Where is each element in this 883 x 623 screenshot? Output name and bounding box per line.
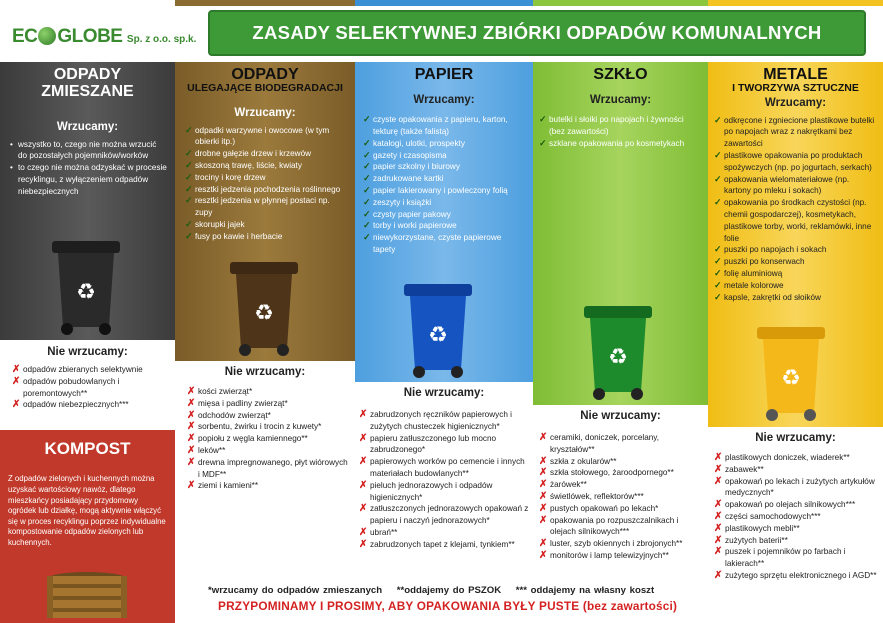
bin-paper-icon [402,280,474,380]
title-banner [208,10,866,56]
list-item: ✗ zabawek** [714,464,879,476]
list-item: ✓ czyste opakowania z papieru, karton, tekturę (także falistą) [363,114,525,138]
list-item: ✓ kapsle, zakrętki od słoików [714,292,877,304]
list-item: ✗ pieluch jednorazowych i odpadów higienicznych* [359,480,529,504]
list-item: ✗ leków** [187,445,349,457]
list-item: ✓ torby i worki papierowe [363,220,525,232]
list-item: ✓ plastikowe opakowania po produktach spożywczych (np. po jogurtach, serkach) [714,150,877,174]
list-item: ✓ szklane opakowania po kosmetykach [539,138,700,150]
list-item: ✗ zatłuszczonych jednorazowych opakowań z papieru i naczyń jednorazowych* [359,503,529,527]
bio-title-line1: ODPADY [231,66,299,83]
paper-yes-label: Wrzucamy: [413,94,475,107]
list-item: ✗ pustych opakowań po lekach* [539,503,704,515]
paper-no-list [359,409,529,551]
glass-yes-list [539,114,700,149]
kompost-title: KOMPOST [44,439,131,458]
list-item: ✗ kości zwierząt* [187,386,349,398]
list-item: ✓ opakowania wielomateriałowe (np. kartony po mleku i sokach) [714,174,877,198]
logo-text-pre: EC [12,26,38,47]
company-logo [12,26,196,48]
metal-yes-list [714,115,877,304]
list-item: ✓ papier szkolny i biurowy [363,161,525,173]
footnote-legend: *wrzucamy do odpadów zmieszanych **oddajemy do PSZOK *** oddajemy na własny koszt [208,585,655,596]
recycle-icon: ♻ [781,366,801,391]
metal-title [708,66,883,95]
bin-glass-icon [582,302,654,402]
list-item: ✗ puszek i pojemników po farbach i lakierach** [714,546,879,570]
list-item: ✓ metale kolorowe [714,280,877,292]
list-item: ✓ zeszyty i książki [363,197,525,209]
list-item: ✓ odpadki warzywne i owocowe (w tym obierki itp.) [185,125,345,149]
list-item: ✓ butelki i słoiki po napojach i żywności (bez zawartości) [539,114,700,138]
list-item: ✗ mięsa i padliny zwierząt* [187,398,349,410]
bio-no-list [187,386,349,492]
mixed-no-list [12,364,169,411]
list-item: ✗ luster, szyb okiennych i zbrojonych** [539,538,704,550]
bio-no-box [175,361,355,583]
compost-crate-icon [42,570,132,620]
list-item: ✓ puszki po konserwach [714,256,877,268]
list-item: ✓ opakowania po środkach czystości (np. chemii gospodarczej), kosmetykach, plastikowe torby, worki, reklamówki, inne folie [714,197,877,244]
list-item: ✗ zabrudzonych ręczników papierowych i zużytych chusteczek higienicznych* [359,409,529,433]
mixed-yes-label: Wrzucamy: [56,120,119,133]
list-item: ✗ odpadów zbieranych selektywnie [12,364,169,376]
list-item: ✓ katalogi, ulotki, prospekty [363,138,525,150]
recycle-icon: ♻ [254,301,274,326]
mixed-title-line1: ODPADY [53,66,122,83]
bio-yes-list [185,125,345,243]
list-item: ✗ ubrań** [359,527,529,539]
list-item: ✗ ceramiki, doniczek, porcelany, kryształów** [539,432,704,456]
page-title: ZASADY SELEKTYWNEJ ZBIÓRKI ODPADÓW KOMUNALNYCH [252,22,822,43]
metal-no-box [708,427,883,597]
list-item: ✗ papierowych worków po cemencie i innych materiałach budowlanych** [359,456,529,480]
metal-yes-label: Wrzucamy: [764,96,827,109]
list-item: ✗ szkła stołowego, żaroodpornego** [539,467,704,479]
list-item: ✗ odpadów niebezpiecznych*** [12,399,169,411]
paper-no-box [355,382,533,582]
glass-no-list [539,432,704,562]
metal-no-label: Nie wrzucamy: [755,432,836,444]
list-item: ✓ gazety i czasopisma [363,150,525,162]
paper-yes-list [363,114,525,256]
list-item: ✗ szkła z okularów** [539,456,704,468]
recycle-icon: ♻ [76,280,96,305]
list-item: ✗ zabrudzonych tapet z klejami, tynkiem** [359,539,529,551]
list-item: ✓ czysty papier pakowy [363,209,525,221]
list-item: ✗ popiołu z węgla kamiennego** [187,433,349,445]
list-item: ✓ skorupki jajek [185,219,345,231]
bio-title [175,66,355,95]
metal-title-line1: METALE [763,66,828,83]
metal-title-line2: I TWORZYWA SZTUCZNE [732,82,859,95]
list-item: ✗ świetlówek, reflektorów*** [539,491,704,503]
list-item: ✓ zadrukowane kartki [363,173,525,185]
list-item: ✗ ziemi i kamieni** [187,480,349,492]
paper-no-label: Nie wrzucamy: [403,387,485,399]
list-item: ✗ drewna impregnowanego, płyt wiórowych i MDF** [187,457,349,481]
header [0,0,883,62]
list-item: ✓ puszki po napojach i sokach [714,244,877,256]
mixed-title [0,66,175,101]
bin-mixed-icon [50,237,122,337]
list-item: ✓ niewykorzystane, czyste papierowe tapety [363,232,525,256]
mixed-title-line2: ZMIESZANE [41,83,134,101]
list-item: ✓ skoszoną trawę, liście, kwiaty [185,160,345,172]
top-stripe-paper [355,0,533,6]
top-stripe-bio [175,0,355,6]
kompost-panel [0,430,175,623]
list-item: ✗ zużytego sprzętu elektronicznego i AGD** [714,570,879,582]
list-item: ✓ papier lakierowany i powleczony folią [363,185,525,197]
bio-title-line2: ULEGAJĄCE BIODEGRADACJI [187,82,343,95]
list-item: ✗ zużytych baterii** [714,535,879,547]
list-item: ✓ resztki jedzenia pochodzenia roślinnego [185,184,345,196]
list-item: ✗ opakowań po olejach silnikowych*** [714,499,879,511]
reminder-text: PRZYPOMINAMY I PROSIMY, ABY OPAKOWANIA BYŁY PUSTE (bez zawartości) [218,599,678,613]
list-item: ✗ odpadów pobudowlanych i poremontowych** [12,376,169,400]
mixed-no-box [0,340,175,430]
top-stripe-metal [708,0,883,6]
recycle-icon: ♻ [608,345,628,370]
list-item: ✓ drobne gałęzie drzew i krzewów [185,148,345,160]
top-stripe-glass [533,0,708,6]
kompost-text: Z odpadów zielonych i kuchennych można uzyskać wartościowy nawóz, dlatego mieszkańcy posiadający przydomowy ogródek lub działkę, mogą aktywnie włączyć się w proces recyklingu poprzez indywidualne kompostowanie odpadów zielonych lub kuchennych. [8,474,166,547]
list-item: ✗ plastikowych mebli** [714,523,879,535]
metal-no-list [714,452,879,582]
list-item: ✗ opakowań po lekach i zużytych artykułów medycznych* [714,476,879,500]
list-item: ✓ odkręcone i zgniecione plastikowe butelki po napojach wraz z nakrętkami bez zawartości [714,115,877,150]
glass-no-box [533,405,708,582]
list-item: ✗ odchodów zwierząt* [187,410,349,422]
list-item: ✗ plastikowych doniczek, wiaderek** [714,452,879,464]
list-item: ✓ fusy po kawie i herbacie [185,231,345,243]
paper-title: PAPIER [414,66,474,83]
list-item: ✗ sorbentu, żwirku i trocin z kuwety* [187,421,349,433]
globe-icon [38,27,56,45]
list-item: • to czego nie można odzyskać w procesie recyklingu, z wyłączeniem odpadów niebezpiecznych [10,162,167,197]
glass-yes-label: Wrzucamy: [589,94,652,107]
list-item: • wszystko to, czego nie można wrzucić do pozostałych pojemników/worków [10,139,167,163]
logo-subtitle: Sp. z o.o. sp.k. [126,34,197,45]
list-item: ✗ żarówek** [539,479,704,491]
list-item: ✗ monitorów i lamp telewizyjnych** [539,550,704,562]
bio-no-label: Nie wrzucamy: [224,366,306,378]
bin-bio-icon [228,258,300,358]
list-item: ✗ papieru zatłuszczonego lub mocno zabrudzonego* [359,433,529,457]
list-item: ✓ resztki jedzenia w płynnej postaci np. zupy [185,195,345,219]
mixed-no-label: Nie wrzucamy: [47,346,128,358]
list-item: ✗ części samochodowych*** [714,511,879,523]
glass-title: SZKŁO [593,66,648,83]
recycle-icon: ♻ [428,323,448,348]
bin-metal-icon [755,323,827,423]
mixed-yes-list [10,139,167,198]
list-item: ✓ folię aluminiową [714,268,877,280]
glass-no-label: Nie wrzucamy: [580,410,661,422]
list-item: ✓ trociny i korę drzew [185,172,345,184]
bio-yes-label: Wrzucamy: [234,106,296,119]
logo-text-post: GLOBE [57,26,123,47]
list-item: ✗ opakowania po rozpuszczalnikach i olejach silnikowych*** [539,515,704,539]
